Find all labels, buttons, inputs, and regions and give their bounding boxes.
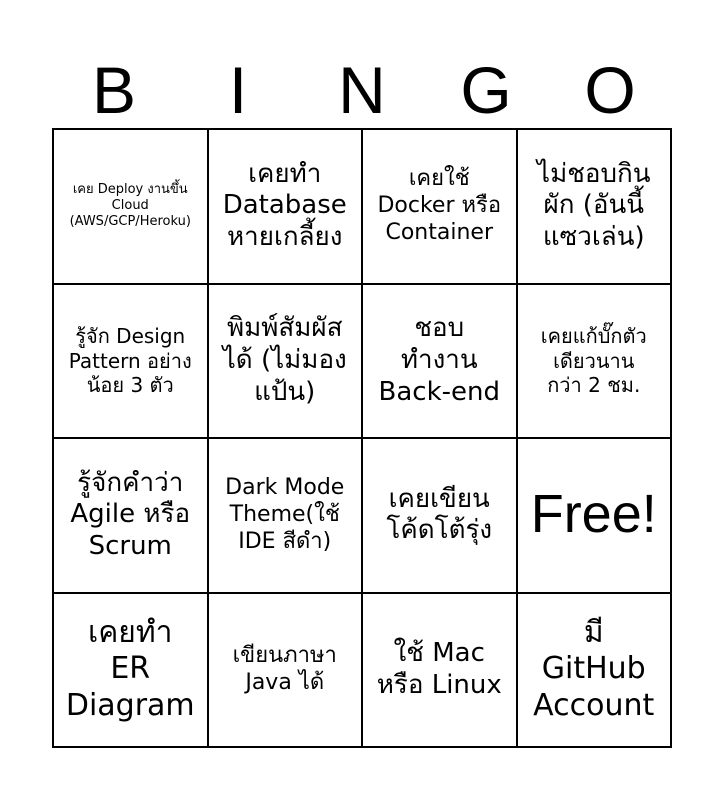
bingo-cell[interactable]: ชอบ ทำงาน Back-end <box>363 285 518 440</box>
bingo-header <box>52 52 672 128</box>
bingo-cell[interactable]: เขียนภาษา Java ได้ <box>209 594 364 749</box>
bingo-cell[interactable]: เคยเขียน โค้ดโต้รุ่ง <box>363 439 518 594</box>
header-letter-g: G <box>460 53 512 127</box>
bingo-cell[interactable]: เคย Deploy งานขึ้น Cloud (AWS/GCP/Heroku) <box>54 130 209 285</box>
bingo-cell[interactable]: มี GitHub Account <box>518 594 673 749</box>
bingo-cell[interactable]: พิมพ์สัมผัส ได้ (ไม่มอง แป้น) <box>209 285 364 440</box>
bingo-cell[interactable]: เคยทำ ER Diagram <box>54 594 209 749</box>
bingo-cell[interactable]: เคยทำ Database หายเกลี้ยง <box>209 130 364 285</box>
bingo-board <box>52 128 672 748</box>
bingo-free-cell[interactable]: Free! <box>518 439 673 594</box>
bingo-cell[interactable]: ไม่ชอบกิน ผัก (อันนี้ แซวเล่น) <box>518 130 673 285</box>
header-letter-b: B <box>91 53 137 127</box>
header-letter-i: I <box>228 53 248 127</box>
bingo-cell[interactable]: รู้จัก Design Pattern อย่าง น้อย 3 ตัว <box>54 285 209 440</box>
bingo-cell[interactable]: ใช้ Mac หรือ Linux <box>363 594 518 749</box>
header-letter-n: N <box>338 53 386 127</box>
bingo-cell[interactable]: เคยใช้ Docker หรือ Container <box>363 130 518 285</box>
bingo-cell[interactable]: รู้จักคำว่า Agile หรือ Scrum <box>54 439 209 594</box>
bingo-cell[interactable]: เคยแก้บั๊กตัว เดียวนาน กว่า 2 ชม. <box>518 285 673 440</box>
bingo-cell[interactable]: Dark Mode Theme(ใช้ IDE สีดำ) <box>209 439 364 594</box>
header-letter-o: O <box>584 53 636 127</box>
